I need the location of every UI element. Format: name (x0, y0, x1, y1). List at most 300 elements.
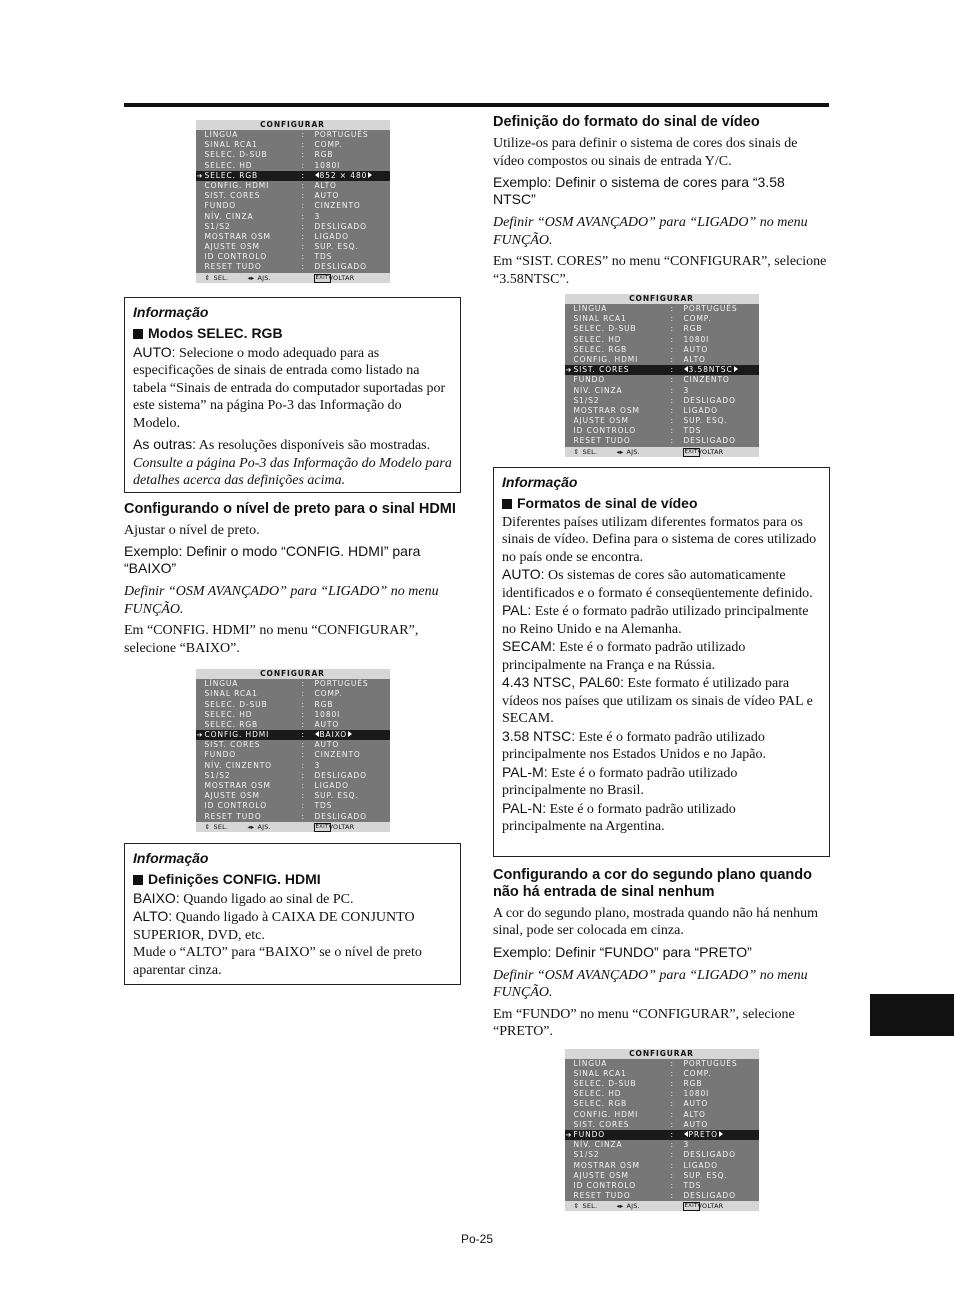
background-note: Definir “OSM AVANÇADO” para “LIGADO” no menu FUNÇÃO. (493, 967, 808, 1001)
osm-title: CONFIGURAR (565, 294, 759, 304)
osm-row[interactable] (196, 130, 390, 140)
osm-value: BAIXO (315, 730, 353, 740)
osm-value: COMP. (683, 1068, 712, 1078)
osm-label: MOSTRAR OSM (204, 231, 271, 241)
osm-row[interactable] (565, 335, 759, 345)
osm-colon: : (301, 180, 305, 190)
osm-colon: : (301, 231, 305, 241)
osm-colon: : (670, 375, 674, 385)
osm-colon: : (301, 191, 305, 201)
osm-colon: : (301, 262, 305, 272)
osm-label: S1/S2 (204, 221, 231, 231)
osm-row[interactable] (196, 740, 390, 750)
osm-row[interactable] (565, 426, 759, 436)
osm-value: LIGADO (683, 1160, 718, 1170)
exit-key-icon: EXIT (684, 1203, 698, 1210)
osm-title: CONFIGURAR (196, 120, 390, 130)
info-subtitle: Formatos de sinal de vídeo (502, 495, 821, 511)
osm-colon: : (670, 1068, 674, 1078)
osm-row[interactable] (196, 801, 390, 811)
osm-value: 852 × 480 (315, 171, 373, 181)
osm-label: SELEC. RGB (573, 344, 628, 354)
square-bullet-icon (133, 875, 143, 885)
osm-label: S1/S2 (204, 770, 231, 780)
osm-value: 3 (314, 211, 321, 221)
osm-row[interactable] (196, 700, 390, 710)
section-tab (870, 994, 954, 1036)
osm-value: DESLIGADO (314, 770, 367, 780)
triangle-right-icon (734, 366, 738, 372)
osm-label: AJUSTE OSM (573, 1170, 629, 1180)
background-example: Exemplo: Definir “FUNDO” para “PRETO” (493, 943, 752, 960)
osm-value: TDS (314, 801, 333, 811)
osm-value: AUTO (314, 740, 340, 750)
osm-colon: : (301, 781, 305, 790)
osm-value: 3 (683, 1140, 690, 1150)
osm-colon: : (301, 750, 305, 760)
format-item: 4.43 NTSC, PAL60: Este formato é utilizado para vídeos nos países que utilizam os sinais de vídeo PAL e SECAM. (502, 674, 813, 727)
osm-colon: : (670, 314, 674, 324)
updown-icon: ⇕ (573, 447, 580, 456)
osm-label: RESET TUDO (573, 1191, 631, 1201)
osm-label: CONFIG. HDMI (573, 354, 639, 364)
osm-label: FUNDO (573, 375, 606, 385)
format-list (502, 566, 821, 836)
osm-value: DESLIGADO (683, 1191, 736, 1201)
osm-label: SELEC. HD (573, 1089, 622, 1099)
osm-row[interactable] (196, 812, 390, 822)
osm-value: PRETO (684, 1130, 723, 1140)
osm-row[interactable] (196, 252, 390, 262)
osm-label: SELEC. HD (204, 709, 253, 719)
osm-adj-label: AJS. (626, 1202, 640, 1211)
osm-colon: : (670, 365, 674, 375)
osm-label: RESET TUDO (573, 436, 631, 446)
info-intro: Diferentes países utilizam diferentes formatos para os sinais de vídeo. Defina para o sistema de cores utilizado no país onde se encontra. (502, 514, 817, 565)
osm-row[interactable] (565, 1181, 759, 1191)
osm-value: RGB (683, 1079, 703, 1088)
osm-row[interactable] (196, 791, 390, 801)
background-section (493, 867, 830, 1041)
osm-footer (196, 273, 390, 283)
osm-colon: : (670, 385, 674, 395)
osm-label: SINAL RCA1 (204, 140, 258, 150)
osm-label: S1/S2 (573, 1150, 600, 1160)
osm-label: LÍNGUA (573, 1058, 608, 1068)
arrow-right-icon: ➔ (196, 171, 204, 180)
osm-colon: : (670, 324, 674, 334)
osm-value: DESLIGADO (314, 221, 367, 231)
format-item: PAL-N: Este é o formato padrão utilizado principalmente na Argentina. (502, 799, 736, 835)
osm-title: CONFIGURAR (565, 1049, 759, 1059)
osm-value: PORTUGUÊS (683, 304, 738, 313)
osm-label: MOSTRAR OSM (573, 1160, 640, 1170)
osm-label: CONFIG. HDMI (204, 730, 270, 740)
osm-row[interactable] (565, 375, 759, 385)
info-title: Informação (502, 473, 578, 490)
exit-key-icon: EXIT (315, 823, 329, 830)
osm-label: FUNDO (204, 201, 237, 211)
info-alto: ALTO: Quando ligado à CAIXA DE CONJUNTO SUPERIOR, DVD, etc. (133, 908, 415, 943)
osm-label: NÍV. CINZENTO (204, 760, 272, 770)
osm-adj-label: AJS. (626, 447, 640, 456)
osm-value: SUP. ESQ. (683, 416, 728, 426)
osm-label: SIST. CORES (573, 365, 630, 375)
osm-row[interactable] (196, 710, 390, 720)
triangle-right-icon (368, 172, 372, 178)
osm-colon: : (301, 740, 305, 750)
osm-value: COMP. (683, 314, 712, 324)
osm-menu-fundo (565, 1049, 759, 1212)
osm-value: DESLIGADO (683, 395, 736, 405)
osm-row[interactable] (565, 1099, 759, 1109)
osm-value: 1080I (314, 160, 341, 170)
video-instruction: Em “SIST. CORES” no menu “CONFIGURAR”, selecione “3.58NTSC”. (493, 254, 827, 287)
page-number: Po-25 (460, 1232, 494, 1246)
osm-label: CONFIG. HDMI (204, 180, 270, 190)
osm-label: NÍV. CINZA (573, 1140, 623, 1150)
leftright-icon: ◂▸ (247, 822, 255, 831)
osm-colon: : (670, 354, 674, 364)
osm-adj-label: AJS. (257, 822, 271, 831)
osm-value: TDS (683, 426, 702, 436)
osm-label: RESET TUDO (204, 811, 262, 821)
osm-sel-label: SEL. (582, 447, 598, 456)
info-subtitle: Modos SELEC. RGB (133, 325, 452, 341)
osm-colon: : (301, 679, 305, 689)
hdmi-intro: Ajustar o nível de preto. (124, 522, 260, 538)
osm-label: SELEC. HD (204, 160, 253, 170)
osm-label: SINAL RCA1 (573, 1068, 627, 1078)
osm-menu-config-hdmi (196, 669, 390, 832)
exit-key-icon: EXIT (684, 448, 698, 455)
triangle-left-icon (684, 1131, 688, 1137)
osm-colon: : (301, 170, 305, 180)
osm-value: ALTO (683, 354, 706, 364)
square-bullet-icon (502, 499, 512, 509)
osm-colon: : (301, 719, 305, 729)
triangle-right-icon (348, 731, 352, 737)
left-column (124, 118, 461, 985)
osm-colon: : (301, 140, 305, 150)
osm-value: RGB (314, 150, 334, 160)
osm-label: S1/S2 (573, 395, 600, 405)
osm-row[interactable] (196, 761, 390, 771)
osm-colon: : (301, 791, 305, 801)
osm-colon: : (301, 709, 305, 719)
osm-label: RESET TUDO (204, 262, 262, 272)
osm-value: CINZENTO (314, 201, 361, 211)
osm-value: AUTO (683, 1119, 709, 1129)
hdmi-note: Definir “OSM AVANÇADO” para “LIGADO” no menu FUNÇÃO. (124, 584, 439, 617)
osm-title: CONFIGURAR (196, 669, 390, 679)
osm-value: ALTO (683, 1109, 706, 1119)
hdmi-section (124, 501, 461, 658)
background-heading: Configurando a cor do segundo plano quando não há entrada de sinal nenhum (493, 866, 812, 900)
updown-icon: ⇕ (573, 1202, 580, 1211)
osm-value: PORTUGUÊS (314, 679, 369, 689)
osm-label: CONFIG. HDMI (573, 1109, 639, 1119)
osm-label: NÍV. CINZA (204, 211, 254, 221)
osm-value: CINZENTO (683, 375, 730, 385)
info-subtitle: Definições CONFIG. HDMI (133, 871, 452, 887)
osm-value: RGB (314, 699, 334, 709)
arrow-right-icon: ➔ (565, 1130, 573, 1139)
osm-row[interactable] (565, 314, 759, 324)
osm-colon: : (301, 130, 305, 139)
osm-back-label: VOLTAR (328, 822, 355, 831)
osm-row[interactable] (565, 1069, 759, 1079)
osm-row[interactable] (565, 1161, 759, 1171)
osm-row[interactable] (196, 150, 390, 160)
osm-colon: : (301, 242, 305, 252)
osm-label: SIST. CORES (573, 1119, 630, 1129)
osm-colon: : (301, 201, 305, 211)
info-note: Consulte a página Po-3 das Informação do Modelo para detalhes acerca das definições acima. (133, 455, 452, 489)
osm-label: LÍNGUA (573, 304, 608, 313)
updown-icon: ⇕ (204, 822, 211, 831)
osm-row[interactable] (196, 232, 390, 242)
osm-colon: : (670, 416, 674, 426)
osm-row[interactable] (196, 262, 390, 272)
osm-row[interactable] (565, 1191, 759, 1201)
osm-colon: : (670, 1129, 674, 1139)
osm-value: AUTO (683, 344, 709, 354)
osm-colon: : (670, 1079, 674, 1088)
osm-colon: : (301, 801, 305, 811)
osm-label: FUNDO (204, 750, 237, 760)
osm-colon: : (301, 150, 305, 160)
osm-label: FUNDO (573, 1129, 606, 1139)
osm-row[interactable] (565, 1171, 759, 1181)
osm-label: AJUSTE OSM (204, 242, 260, 252)
hdmi-instruction: Em “CONFIG. HDMI” no menu “CONFIGURAR”, selecione “BAIXO”. (124, 623, 419, 656)
osm-row[interactable] (565, 396, 759, 406)
triangle-right-icon (719, 1131, 723, 1137)
osm-colon: : (670, 1119, 674, 1129)
osm-sel-label: SEL. (582, 1202, 598, 1211)
osm-value: DESLIGADO (683, 1150, 736, 1160)
right-column (493, 114, 830, 1211)
osm-value: DESLIGADO (314, 811, 367, 821)
osm-row[interactable] (565, 416, 759, 426)
arrow-right-icon: ➔ (565, 366, 573, 375)
osm-row[interactable] (196, 771, 390, 781)
osm-menu-sist-cores (565, 294, 759, 457)
osm-row[interactable] (196, 212, 390, 222)
osm-colon: : (670, 1099, 674, 1109)
osm-label: NÍV. CINZA (573, 385, 623, 395)
leftright-icon: ◂▸ (616, 447, 624, 456)
format-item: SECAM: Este é o formato padrão utilizado principalmente na França e na Rússia. (502, 638, 746, 673)
osm-colon: : (670, 1140, 674, 1150)
osm-colon: : (670, 1191, 674, 1201)
info-others: As outras: As resoluções disponíveis são mostradas. (133, 436, 431, 454)
osm-row[interactable] (565, 1089, 759, 1099)
video-example: Exemplo: Definir o sistema de cores para “3.58 NTSC” (493, 174, 785, 207)
osm-menu-selec-rgb (196, 120, 390, 283)
background-intro: A cor do segundo plano, mostrada quando não há nenhum sinal, pode ser colocada em cinza. (493, 905, 819, 939)
osm-row[interactable] (196, 679, 390, 689)
osm-label: LÍNGUA (204, 679, 239, 689)
osm-label: SINAL RCA1 (573, 314, 627, 324)
triangle-left-icon (315, 731, 319, 737)
osm-value: TDS (683, 1180, 702, 1190)
osm-value: TDS (314, 252, 333, 262)
osm-value: ALTO (314, 180, 337, 190)
osm-row[interactable] (196, 720, 390, 730)
osm-colon: : (670, 1170, 674, 1180)
osm-label: MOSTRAR OSM (204, 781, 271, 790)
osm-row[interactable] (565, 436, 759, 446)
format-item: PAL: Este é o formato padrão utilizado principalmente no Reino Unido e na Alemanha. (502, 602, 809, 637)
top-rule (124, 103, 829, 107)
osm-row[interactable] (196, 242, 390, 252)
video-intro: Utilize-os para definir o sistema de cores dos sinais de vídeo compostos ou sinais de entrada Y/C. (493, 136, 798, 169)
osm-label: ID CONTROLO (204, 252, 268, 262)
osm-label: SIST. CORES (204, 740, 261, 750)
osm-value: PORTUGUÊS (683, 1058, 738, 1068)
video-section (493, 114, 830, 288)
leftright-icon: ◂▸ (616, 1202, 624, 1211)
osm-row-selected[interactable] (565, 365, 759, 375)
osm-value: DESLIGADO (683, 436, 736, 446)
arrow-right-icon: ➔ (196, 731, 204, 740)
osm-colon: : (670, 1109, 674, 1119)
triangle-left-icon (684, 366, 688, 372)
osm-row[interactable] (196, 750, 390, 760)
osm-row[interactable] (196, 689, 390, 699)
osm-row[interactable] (565, 1120, 759, 1130)
osm-row[interactable] (565, 406, 759, 416)
osm-value: 3 (314, 760, 321, 770)
osm-colon: : (670, 436, 674, 446)
osm-row-selected[interactable] (565, 1130, 759, 1140)
osm-label: SELEC. D-SUB (204, 150, 268, 160)
osm-label: ID CONTROLO (573, 1180, 637, 1190)
hdmi-heading: Configurando o nível de preto para o sinal HDMI (124, 500, 456, 517)
osm-label: AJUSTE OSM (204, 791, 260, 801)
osm-row[interactable] (196, 201, 390, 211)
osm-colon: : (301, 689, 305, 699)
osm-colon: : (301, 252, 305, 262)
osm-value: SUP. ESQ. (314, 242, 359, 252)
osm-row-selected[interactable] (196, 171, 390, 181)
osm-label: AJUSTE OSM (573, 416, 629, 426)
osm-colon: : (670, 1150, 674, 1160)
osm-row[interactable] (196, 222, 390, 232)
osm-colon: : (301, 760, 305, 770)
osm-value: COMP. (314, 140, 343, 150)
osm-value: LIGADO (314, 231, 349, 241)
osm-sel-label: SEL. (213, 273, 229, 282)
osm-value: 3.58NTSC (684, 365, 738, 375)
osm-footer (565, 447, 759, 457)
osm-row[interactable] (565, 1150, 759, 1160)
osm-colon: : (301, 770, 305, 780)
osm-value: CINZENTO (314, 750, 361, 760)
osm-colon: : (670, 334, 674, 344)
osm-row[interactable] (565, 1079, 759, 1089)
osm-value: SUP. ESQ. (314, 791, 359, 801)
osm-row[interactable] (196, 161, 390, 171)
osm-colon: : (670, 405, 674, 415)
osm-label: SELEC. D-SUB (204, 699, 268, 709)
info-title: Informação (133, 849, 209, 866)
osm-row[interactable] (196, 781, 390, 791)
osm-row[interactable] (565, 386, 759, 396)
info-extra: Mude o “ALTO” para “BAIXO” se o nível de preto aparentar cinza. (133, 945, 422, 978)
osm-label: SINAL RCA1 (204, 689, 258, 699)
background-instruction: Em “FUNDO” no menu “CONFIGURAR”, selecione “PRETO”. (493, 1006, 795, 1040)
osm-label: SELEC. RGB (204, 719, 259, 729)
osm-label: SELEC. HD (573, 334, 622, 344)
triangle-left-icon (315, 172, 319, 178)
info-auto: AUTO: Selecione o modo adequado para as especificações de sinais de entrada como listado na tabela “Sinais de entrada do computador suportadas por este sistema” na página Po-3 das Informação do Modelo. (133, 343, 446, 431)
osm-colon: : (670, 426, 674, 436)
osm-back-label: VOLTAR (328, 273, 355, 282)
leftright-icon: ◂▸ (247, 273, 255, 282)
video-heading: Definição do formato do sinal de vídeo (493, 114, 760, 130)
osm-value: 1080I (683, 1089, 710, 1099)
osm-colon: : (301, 811, 305, 821)
osm-value: LIGADO (683, 405, 718, 415)
osm-label: SELEC. D-SUB (573, 1079, 637, 1088)
osm-colon: : (301, 160, 305, 170)
osm-footer (196, 822, 390, 832)
osm-row[interactable] (565, 1059, 759, 1069)
osm-value: PORTUGUÊS (314, 130, 369, 139)
hdmi-example: Exemplo: Definir o modo “CONFIG. HDMI” para “BAIXO” (124, 543, 421, 577)
osm-label: MOSTRAR OSM (573, 405, 640, 415)
osm-row-selected[interactable] (196, 730, 390, 740)
osm-value: 3 (683, 385, 690, 395)
osm-row[interactable] (565, 304, 759, 314)
format-item: 3.58 NTSC: Este é o formato padrão utilizado principalmente nos Estados Unidos e no Japão. (502, 727, 767, 763)
osm-value: DESLIGADO (314, 262, 367, 272)
osm-value: AUTO (683, 1099, 709, 1109)
format-item: AUTO: Os sistemas de cores são automaticamente identificados e o formato é conseqüentemente definido. (502, 566, 813, 601)
osm-colon: : (301, 699, 305, 709)
format-item: PAL-M: Este é o formato padrão utilizado principalmente no Brasil. (502, 763, 738, 799)
osm-label: ID CONTROLO (573, 426, 637, 436)
info-baixo: BAIXO: Quando ligado ao sinal de PC. (133, 889, 354, 907)
osm-colon: : (301, 221, 305, 231)
osm-label: SELEC. RGB (204, 170, 259, 180)
osm-row[interactable] (196, 181, 390, 191)
osm-row[interactable] (565, 1140, 759, 1150)
osm-row[interactable] (196, 140, 390, 150)
video-note: Definir “OSM AVANÇADO” para “LIGADO” no menu FUNÇÃO. (493, 215, 808, 248)
osm-back-label: VOLTAR (697, 1202, 724, 1211)
info-title: Informação (133, 303, 209, 320)
osm-row[interactable] (565, 1110, 759, 1120)
osm-label: SELEC. D-SUB (573, 324, 637, 334)
osm-row[interactable] (565, 355, 759, 365)
osm-label: SIST. CORES (204, 191, 261, 201)
osm-value: LIGADO (314, 781, 349, 790)
osm-value: AUTO (314, 719, 340, 729)
osm-value: 1080I (314, 709, 341, 719)
osm-colon: : (670, 1058, 674, 1068)
osm-value: AUTO (314, 191, 340, 201)
osm-row[interactable] (565, 324, 759, 334)
info-box-selec-rgb (124, 297, 461, 493)
osm-row[interactable] (565, 345, 759, 355)
osm-value: 1080I (683, 334, 710, 344)
osm-row[interactable] (196, 191, 390, 201)
updown-icon: ⇕ (204, 273, 211, 282)
